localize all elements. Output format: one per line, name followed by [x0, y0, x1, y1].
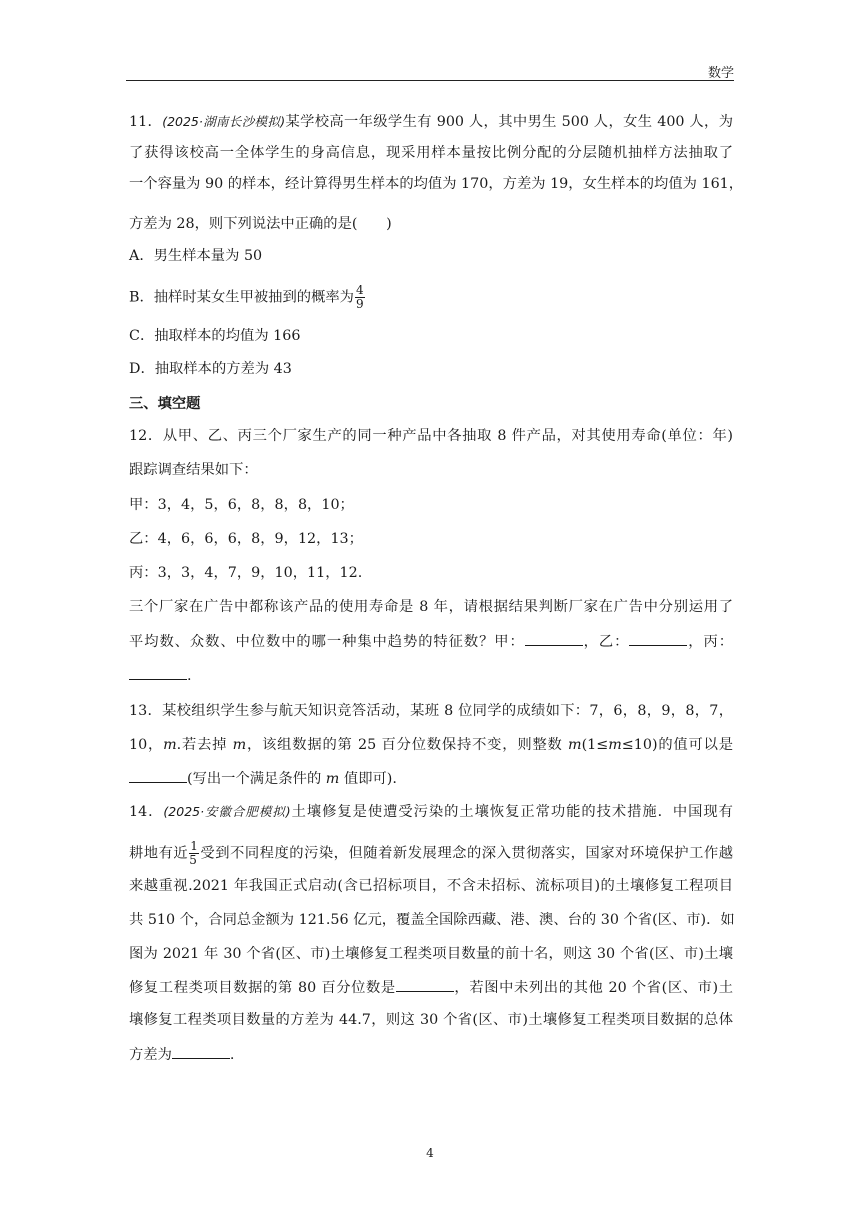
- q11-option-b: [129, 284, 733, 311]
- q13-text-b: .若去掉: [176, 737, 233, 753]
- q12-end: .: [187, 668, 192, 684]
- answer-blank: [629, 631, 687, 646]
- q13-text-f: (写出一个满足条件的: [187, 771, 326, 787]
- answer-blank: [129, 768, 187, 783]
- q14-line-7: 壤修复工程类项目数量的方差为 44.7，则这 30 个省(区、市)土壤修复工程类项目数据的总体: [129, 1012, 733, 1028]
- q12-text-a: 平均数、众数、中位数中的哪一种集中趋势的特征数？甲：: [129, 634, 525, 650]
- fraction-numerator: 1: [190, 839, 198, 853]
- q13-line-3: [129, 768, 733, 789]
- q11-option-b-fraction: [355, 284, 365, 311]
- q14-line-8: [129, 1044, 733, 1065]
- q11-option-c: C．抽取样本的均值为 166: [129, 328, 301, 344]
- q11-number: 11．: [129, 114, 163, 130]
- q14-line-6: [129, 977, 733, 998]
- q14-line-2: [129, 840, 733, 867]
- q11-option-b-text: B．抽样时某女生甲被抽到的概率为: [129, 289, 354, 306]
- q13-text-a: 10，: [129, 737, 164, 753]
- q14-number: 14．: [129, 804, 164, 820]
- answer-blank: [396, 977, 454, 992]
- var-m: m: [232, 737, 247, 753]
- q13-text-g: 值即可).: [339, 771, 397, 787]
- q12-data-yi: 乙：4，6，6，6，8，9，12，13；: [129, 531, 363, 547]
- q14-line-5: 图为 2021 年 30 个省(区、市)土壤修复工程类项目数量的前十名，则这 30 个省(区、市)土壤: [129, 946, 733, 962]
- q12-line-3: 三个厂家在广告中都称该产品的使用寿命是 8 年，请根据结果判断厂家在广告中分别运用了: [129, 599, 733, 615]
- fraction-numerator: 4: [355, 283, 364, 297]
- q14-line-1: [129, 802, 733, 822]
- q12-line-5: [129, 665, 733, 686]
- q11-option-a: A．男生样本量为 50: [129, 248, 263, 264]
- fraction-denominator: 9: [355, 297, 364, 311]
- q11-line-2: 了获得该校高一全体学生的身高信息，现采用样本量按比例分配的分层随机抽样方法抽取了: [129, 145, 733, 161]
- section-title: 三、填空题: [129, 396, 201, 412]
- q11-option-d: D．抽取样本的方差为 43: [129, 361, 292, 377]
- q14-text-2a: 耕地有近: [129, 845, 189, 862]
- q14-line-3: 来越重视.2021 年我国正式启动(含已招标项目，不含未招标、流标项目)的土壤修复工程项目: [129, 878, 733, 894]
- q12-data-bing: 丙：3，3，4，7，9，10，11，12.: [129, 565, 363, 581]
- q11-line-1: [129, 112, 733, 132]
- q14-text-8b: .: [229, 1047, 235, 1063]
- q14-fraction: [189, 840, 199, 867]
- fraction-denominator: 5: [189, 853, 197, 867]
- q12-line-4: [129, 631, 733, 652]
- q13-line-2: [129, 735, 733, 755]
- header-rule: [126, 80, 734, 81]
- q12-text-b: ，乙：: [582, 634, 630, 650]
- q11-source: (2025·湖南长沙模拟): [162, 114, 286, 129]
- q14-text-2b: 受到不同程度的污染，但随着新发展理念的深入贯彻落实，国家对环境保护工作越: [199, 845, 734, 862]
- q12-text-c: ，丙：: [687, 634, 734, 650]
- q14-line-4: 共 510 个，合同总金额为 121.56 亿元，覆盖全国除西藏、港、澳、台的 30 个省(区、市)．如: [129, 912, 735, 928]
- page-number: 4: [426, 1146, 434, 1160]
- var-m: m: [163, 737, 177, 753]
- var-m: m: [568, 737, 582, 753]
- q11-line-3: 一个容量为 90 的样本，经计算得男生样本的均值为 170，方差为 19，女生样本的均值为 161，: [129, 176, 744, 192]
- answer-blank: [172, 1044, 230, 1059]
- q13-text-c: ，该组数据的第 25 百分位数保持不变，则整数: [246, 737, 568, 753]
- q13-text-d: (1≤: [581, 737, 609, 753]
- q11-line-4: 方差为 28，则下列说法中正确的是( ): [129, 216, 392, 232]
- var-m: m: [325, 771, 340, 787]
- q11-text-1: 某学校高一年级学生有 900 人，其中男生 500 人，女生 400 人，为: [285, 114, 733, 130]
- q13-line-1: 13．某校组织学生参与航天知识竞答活动，某班 8 位同学的成绩如下：7，6，8，9，8，7，: [129, 703, 733, 719]
- answer-blank: [129, 665, 187, 680]
- q14-text-1: 土壤修复是使遭受污染的土壤恢复正常功能的技术措施．中国现有: [290, 804, 733, 820]
- q12-line-2: 跟踪调查结果如下：: [129, 462, 258, 478]
- q14-text-6b: ，若图中未列出的其他 20 个省(区、市)土: [453, 980, 734, 996]
- q13-text-e: ≤10)的值可以是: [621, 737, 734, 753]
- q14-text-8a: 方差为: [129, 1047, 172, 1063]
- var-m: m: [608, 737, 622, 753]
- answer-blank: [525, 631, 583, 646]
- q12-line-1: 12．从甲、乙、丙三个厂家生产的同一种产品中各抽取 8 件产品，对其使用寿命(单位：年): [129, 428, 733, 444]
- q12-data-jia: 甲：3，4，5，6，8，8，8，10；: [129, 497, 354, 513]
- q14-text-6a: 修复工程类项目数据的第 80 百分位数是: [129, 980, 396, 996]
- header-subject: 数学: [707, 66, 734, 81]
- q14-source: (2025·安徽合肥模拟): [163, 804, 291, 819]
